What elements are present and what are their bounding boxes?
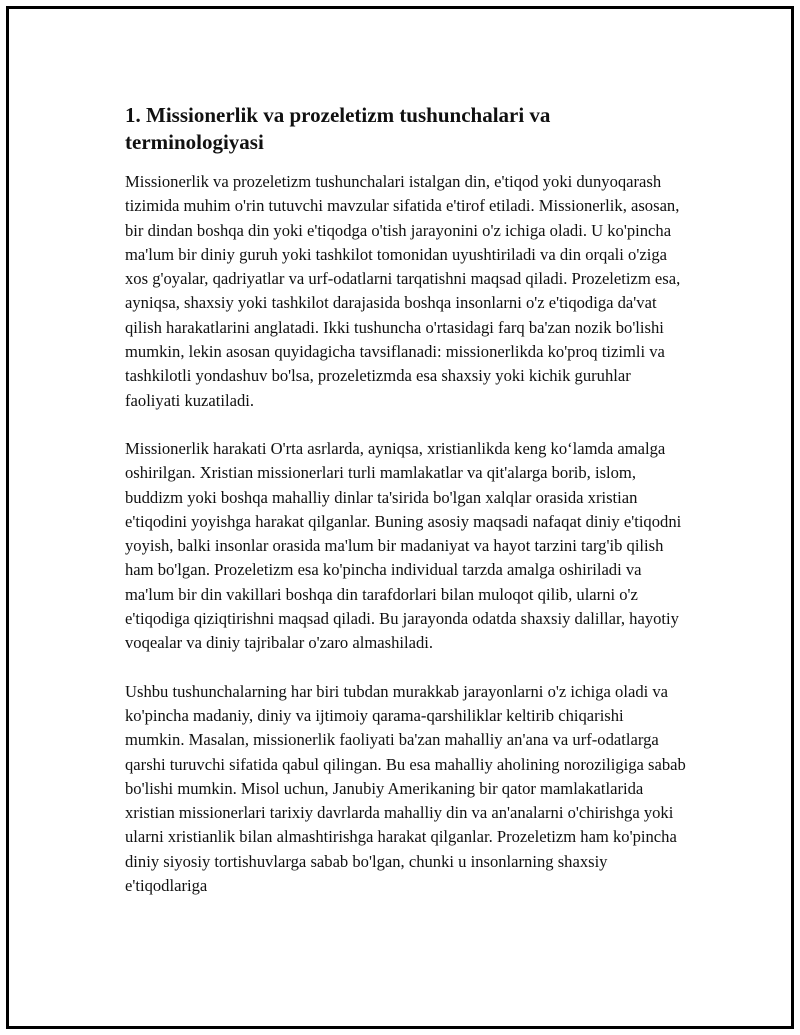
page-frame: [6, 6, 794, 1029]
paragraph-1: Missionerlik va prozeletizm tushunchalari istalgan din, e'tiqod yoki dunyoqarash tizimida muhim o'rin tutuvchi mavzular sifatida e'tirof etiladi. Missionerlik, asosan, bir dindan boshqa din yoki e'tiqodga o'tish jarayonini o'z ichiga oladi. U ko'pincha ma'lum bir diniy guruh yoki tashkilot tomonidan uyushtiriladi va din orqali o'ziga xos g'oyalar, qadriyatlar va urf-odatlarni tarqatishni maqsad qiladi. Prozeletizm esa, ayniqsa, shaxsiy yoki tashkilot darajasida boshqa insonlarni o'z e'tiqodiga da'vat qilish harakatlarini anglatadi. Ikki tushuncha o'rtasidagi farq ba'zan nozik bo'lishi mumkin, lekin asosan quyidagicha tavsiflanadi: missionerlikda ko'proq tizimli va tashkilotli yondashuv bo'lsa, prozeletizmda esa shaxsiy yoki kichik guruhlar faoliyati kuzatiladi.: [125, 172, 681, 410]
paragraph-2: Missionerlik harakati O'rta asrlarda, ayniqsa, xristianlikda keng ko‘lamda amalga oshirilgan. Xristian missionerlari turli mamlakatlar va qit'alarga borib, islom, buddizm yoki boshqa mahalliy dinlar ta'sirida bo'lgan xalqlar orasida xristian e'tiqodini yoyishga harakat qilganlar. Buning asosiy maqsadi nafaqat diniy e'tiqodni yoyish, balki insonlar orasida ma'lum bir madaniyat va hayot tarzini targ'ib qilish ham bo'lgan. Prozeletizm esa ko'pincha individual tarzda amalga oshiriladi va ma'lum bir din vakillari boshqa din tarafdorlari bilan muloqot qilib, ularni o'z e'tiqodiga qiziqtirishni maqsad qiladi. Bu jarayonda odatda shaxsiy dalillar, hayotiy voqealar va diniy tajribalar o'zaro almashiladi.: [125, 438, 682, 653]
section-heading: 1. Missionerlik va prozeletizm tushunchalari va terminologiyasi: [125, 103, 551, 154]
document-body: [125, 102, 687, 922]
paragraph-3: Ushbu tushunchalarning har biri tubdan murakkab jarayonlarni o'z ichiga oladi va ko'pincha madaniy, diniy va ijtimoiy qarama-qarshiliklar keltirib chiqarishi mumkin. Masalan, missionerlik faoliyati ba'zan mahalliy an'ana va urf-odatlarga qarshi turuvchi sifatida qabul qilingan. Bu esa mahalliy aholining noroziligiga sabab bo'lishi mumkin. Misol uchun, Janubiy Amerikaning bir qator mamlakatlarida xristian missionerlari tarixiy davrlarda mahalliy din va an'analarni o'chirishga yoki ularni xristianlik bilan almashtirishga harakat qilganlar. Prozeletizm ham ko'pincha diniy siyosiy tortishuvlarga sabab bo'lgan, chunki u insonlarning shaxsiy e'tiqodlariga: [125, 681, 686, 896]
